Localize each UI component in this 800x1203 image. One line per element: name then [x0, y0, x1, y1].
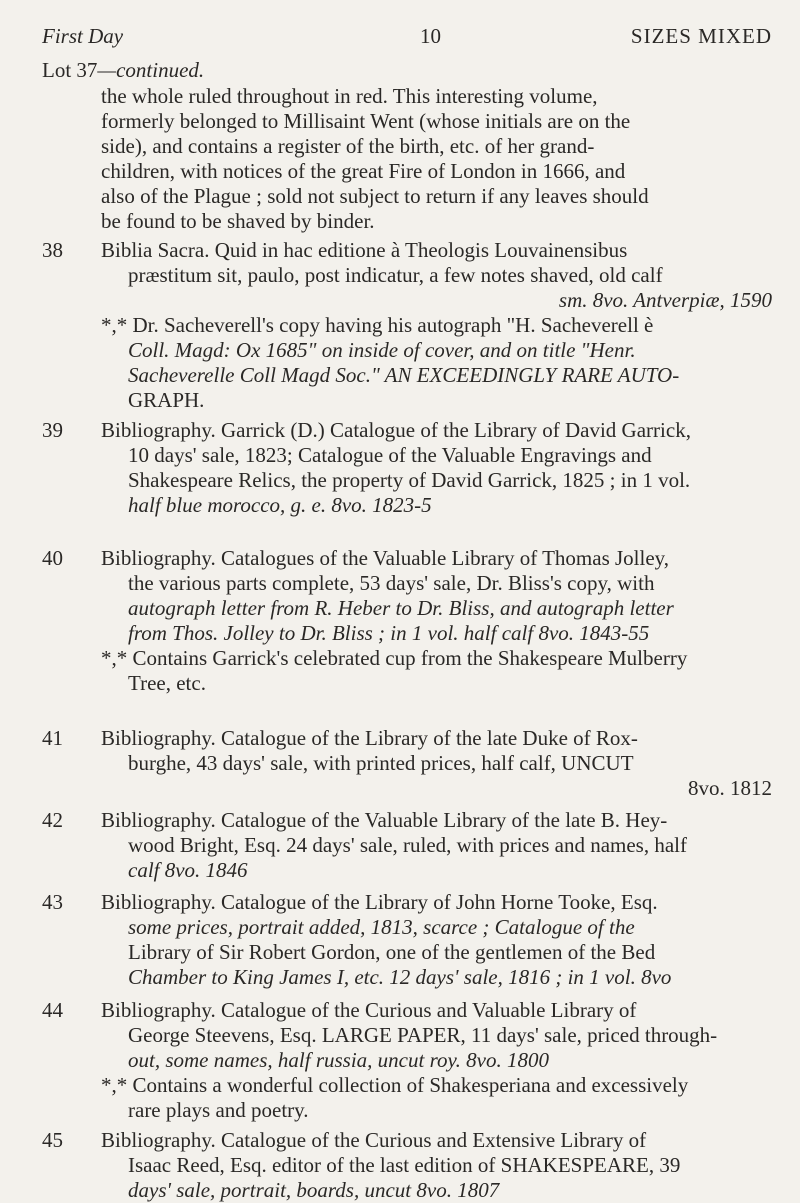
- lot-42: [0, 808, 800, 883]
- text-line: also of the Plague ; sold not subject to return if any leaves should: [101, 184, 649, 208]
- lot-description: [101, 808, 772, 883]
- lot-description: [101, 238, 772, 413]
- text-line: Chamber to King James I, etc. 12 days' sale, 1816 ; in 1 vol. 8vo: [128, 965, 672, 989]
- text-line: Bibliography. Catalogue of the Library of the late Duke of Rox-: [101, 726, 638, 750]
- text-line: formerly belonged to Millisaint Went (whose initials are on the: [101, 109, 631, 133]
- lot-43: [0, 890, 800, 990]
- text-line: from Thos. Jolley to Dr. Bliss ; in 1 vol. half calf 8vo. 1843-55: [128, 621, 650, 645]
- lot-description: [101, 726, 772, 801]
- text-line: sm. 8vo. Antverpiæ, 1590: [558, 288, 772, 312]
- note-line: Coll. Magd: Ox 1685" on inside of cover, and on title "Henr.: [128, 338, 636, 362]
- lot-38: [0, 238, 800, 413]
- lot-number: 45: [42, 1128, 63, 1152]
- lot-description: [101, 418, 772, 518]
- lot-description: [101, 890, 772, 990]
- text-line: Bibliography. Garrick (D.) Catalogue of the Library of David Garrick,: [101, 418, 691, 442]
- text-line: Bibliography. Catalogues of the Valuable Library of Thomas Jolley,: [101, 546, 670, 570]
- lot-40: [0, 546, 800, 696]
- text-line: Bibliography. Catalogue of the Curious and Extensive Library of: [101, 1128, 647, 1152]
- lot-number: 44: [42, 998, 63, 1022]
- note-line: *,* Contains Garrick's celebrated cup from the Shakespeare Mulberry: [101, 646, 688, 670]
- lot-39: [0, 418, 800, 518]
- text-line: some prices, portrait added, 1813, scarce ; Catalogue of the: [128, 915, 635, 939]
- text-line: burghe, 43 days' sale, with printed prices, half calf, UNCUT: [128, 751, 634, 775]
- lot-description: [101, 998, 772, 1123]
- note-line: Tree, etc.: [128, 671, 206, 695]
- text-line: Bibliography. Catalogue of the Valuable Library of the late B. Hey-: [101, 808, 668, 832]
- note-line: *,* Contains a wonderful collection of Shakesperiana and excessively: [101, 1073, 689, 1097]
- lot-number: 40: [42, 546, 63, 570]
- text-line: calf 8vo. 1846: [128, 858, 248, 882]
- lot-number: 41: [42, 726, 63, 750]
- lot-continued-heading: [42, 58, 204, 83]
- text-line: the various parts complete, 53 days' sale, Dr. Bliss's copy, with: [128, 571, 655, 595]
- lot-number: 42: [42, 808, 63, 832]
- continued-suffix: —continued.: [97, 58, 205, 82]
- text-line: 8vo. 1812: [688, 776, 772, 800]
- header-section: SIZES MIXED: [630, 24, 772, 48]
- note-line: *,* Dr. Sacheverell's copy having his autograph "H. Sacheverell è: [101, 313, 654, 337]
- text-line: days' sale, portrait, boards, uncut 8vo. 1807: [128, 1178, 500, 1202]
- lot-44: [0, 998, 800, 1123]
- lot-number: 43: [42, 890, 63, 914]
- lot-description: [101, 546, 772, 696]
- text-line: Shakespeare Relics, the property of David Garrick, 1825 ; in 1 vol.: [128, 468, 691, 492]
- note-line: GRAPH.: [128, 388, 205, 412]
- lot-41: [0, 726, 800, 801]
- page-header: [42, 24, 772, 54]
- header-day: First Day: [42, 24, 124, 48]
- lot-37-text: [101, 84, 772, 234]
- lot-label: Lot 37: [42, 58, 98, 82]
- text-line: Biblia Sacra. Quid in hac editione à Theologis Louvainensibus: [101, 238, 628, 262]
- text-line: præstitum sit, paulo, post indicatur, a few notes shaved, old calf: [128, 263, 663, 287]
- text-line: be found to be shaved by binder.: [101, 209, 375, 233]
- lot-37-continuation: [0, 84, 800, 234]
- page-number: 10: [420, 24, 441, 48]
- text-line: wood Bright, Esq. 24 days' sale, ruled, with prices and names, half: [128, 833, 688, 857]
- text-line: 10 days' sale, 1823; Catalogue of the Valuable Engravings and: [128, 443, 652, 467]
- text-line: children, with notices of the great Fire of London in 1666, and: [101, 159, 626, 183]
- text-line: out, some names, half russia, uncut roy. 8vo. 1800: [128, 1048, 549, 1072]
- lot-number: 39: [42, 418, 63, 442]
- note-line: Sacheverelle Coll Magd Soc." AN EXCEEDINGLY RARE AUTO-: [128, 363, 680, 387]
- lot-45: [0, 1128, 800, 1203]
- note-line: rare plays and poetry.: [128, 1098, 309, 1122]
- text-line: Bibliography. Catalogue of the Curious and Valuable Library of: [101, 998, 637, 1022]
- text-line: Isaac Reed, Esq. editor of the last edition of SHAKESPEARE, 39: [128, 1153, 681, 1177]
- lot-description: [101, 1128, 772, 1203]
- text-line: the whole ruled throughout in red. This interesting volume,: [101, 84, 598, 108]
- text-line: autograph letter from R. Heber to Dr. Bliss, and autograph letter: [128, 596, 674, 620]
- text-line: Bibliography. Catalogue of the Library of John Horne Tooke, Esq.: [101, 890, 658, 914]
- text-line: George Steevens, Esq. LARGE PAPER, 11 days' sale, priced through-: [128, 1023, 718, 1047]
- text-line: side), and contains a register of the birth, etc. of her grand-: [101, 134, 595, 158]
- text-line: Library of Sir Robert Gordon, one of the gentlemen of the Bed: [128, 940, 656, 964]
- text-line: half blue morocco, g. e. 8vo. 1823-5: [128, 493, 432, 517]
- lot-number: 38: [42, 238, 63, 262]
